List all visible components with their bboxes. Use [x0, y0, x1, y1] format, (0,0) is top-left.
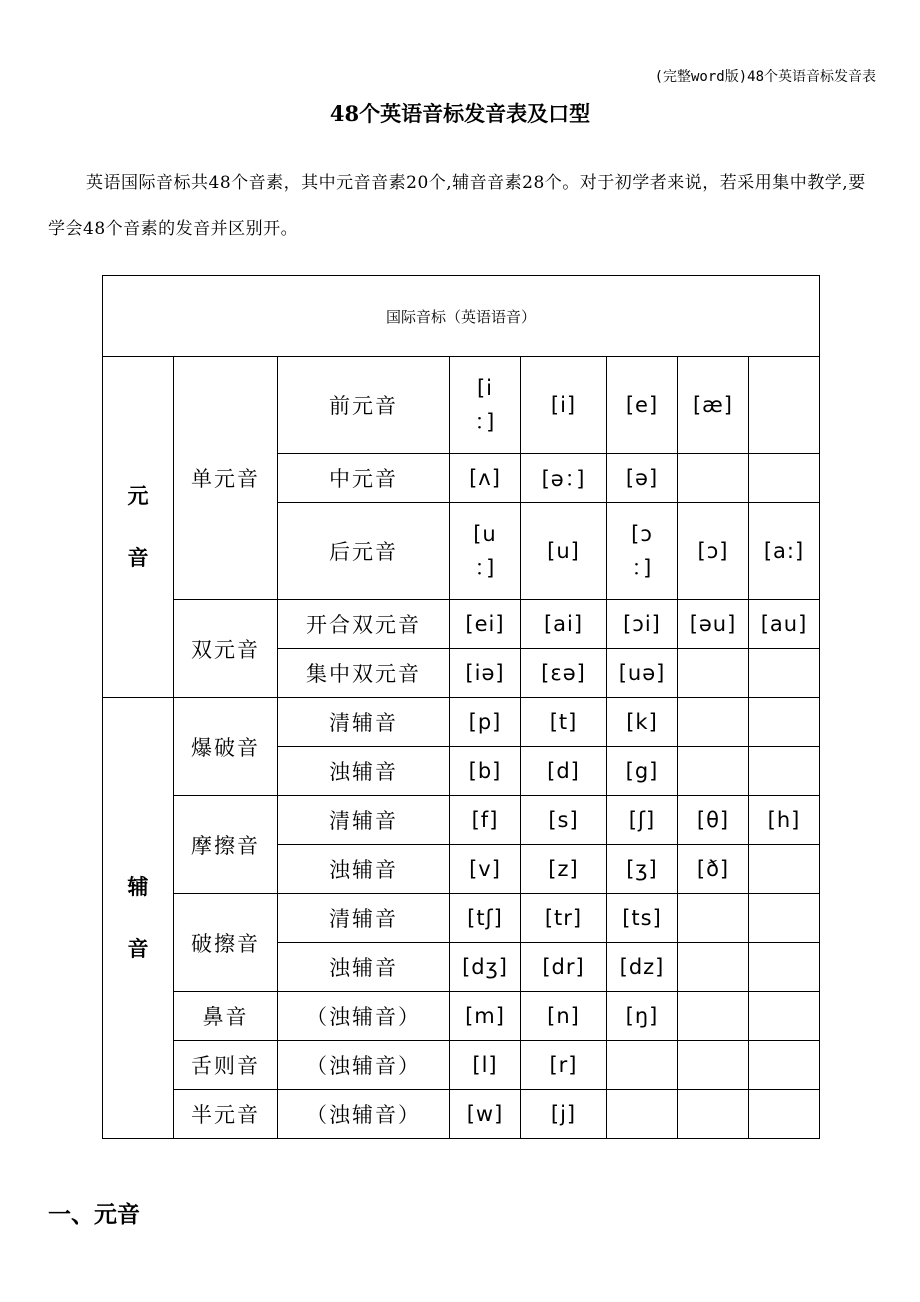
symbol-cell — [678, 1090, 749, 1139]
category-affricate: 破擦音 — [174, 894, 278, 992]
symbol-cell: [h] — [749, 796, 820, 845]
symbol-cell: [ə] — [607, 454, 678, 503]
symbol-cell — [678, 698, 749, 747]
symbol-cell: [ɔ] — [678, 503, 749, 600]
symbol-cell — [749, 894, 820, 943]
symbol-cell — [678, 747, 749, 796]
symbol: [i ：] — [474, 376, 496, 434]
symbol-cell: [iə] — [450, 649, 521, 698]
table-row — [103, 894, 820, 943]
table-row — [103, 357, 820, 454]
symbol-cell — [678, 454, 749, 503]
symbol: [ɔ ：] — [631, 522, 653, 580]
symbol-cell: [dʒ] — [450, 943, 521, 992]
sub-label: 清辅音 — [278, 796, 450, 845]
symbol-cell: [ts] — [607, 894, 678, 943]
symbol-cell: [t] — [521, 698, 607, 747]
category-fricative: 摩擦音 — [174, 796, 278, 894]
symbol-cell: [ʒ] — [607, 845, 678, 894]
table-row — [103, 796, 820, 845]
sub-label: 清辅音 — [278, 894, 450, 943]
sub-label: 后元音 — [278, 503, 450, 600]
group-vowel-label: 元 音 — [127, 483, 149, 570]
symbol-cell — [607, 1090, 678, 1139]
symbol-cell: [uə] — [607, 649, 678, 698]
category-lateral: 舌则音 — [174, 1041, 278, 1090]
category-plosive: 爆破音 — [174, 698, 278, 796]
symbol-cell: [j] — [521, 1090, 607, 1139]
symbol-cell: [m] — [450, 992, 521, 1041]
symbol-cell — [678, 649, 749, 698]
section-heading: 一、元音 — [48, 1201, 140, 1228]
symbol-cell: [ei] — [450, 600, 521, 649]
sub-label: 集中双元音 — [278, 649, 450, 698]
symbol-cell — [749, 1090, 820, 1139]
sub-label: 中元音 — [278, 454, 450, 503]
symbol-cell — [678, 943, 749, 992]
symbol-cell: [d] — [521, 747, 607, 796]
group-vowel — [103, 357, 174, 698]
symbol-cell — [749, 649, 820, 698]
symbol-cell: [ʃ] — [607, 796, 678, 845]
symbol-cell: [dr] — [521, 943, 607, 992]
symbol-cell: [au] — [749, 600, 820, 649]
symbol-cell: [u] — [521, 503, 607, 600]
symbol-cell: [tʃ] — [450, 894, 521, 943]
symbol-cell: [f] — [450, 796, 521, 845]
sub-label: 前元音 — [278, 357, 450, 454]
symbol-cell — [678, 894, 749, 943]
symbol-cell — [607, 503, 678, 600]
symbol-cell: [ɔi] — [607, 600, 678, 649]
symbol-cell: [p] — [450, 698, 521, 747]
symbol-cell — [749, 698, 820, 747]
header-note: (完整word版)48个英语音标发音表 — [654, 69, 876, 85]
table-row — [103, 1090, 820, 1139]
symbol-cell: [r] — [521, 1041, 607, 1090]
sub-label: 浊辅音 — [278, 747, 450, 796]
symbol-cell — [749, 845, 820, 894]
symbol-cell — [749, 357, 820, 454]
sub-label: 开合双元音 — [278, 600, 450, 649]
sub-label: （浊辅音） — [278, 1041, 450, 1090]
symbol-cell: [e] — [607, 357, 678, 454]
group-consonant-label: 辅 音 — [127, 874, 149, 961]
page-title: 48个英语音标发音表及口型 — [329, 101, 591, 126]
symbol-cell — [749, 1041, 820, 1090]
symbol-cell: [ŋ] — [607, 992, 678, 1041]
table-title: 国际音标（英语语音） — [103, 276, 820, 357]
symbol-cell: [z] — [521, 845, 607, 894]
table-row — [103, 698, 820, 747]
symbol-cell — [749, 454, 820, 503]
symbol-cell: [ʌ] — [450, 454, 521, 503]
symbol-cell — [450, 503, 521, 600]
sub-label: 清辅音 — [278, 698, 450, 747]
symbol-cell: [ə：] — [521, 454, 607, 503]
table-row — [103, 992, 820, 1041]
symbol-cell: [ai] — [521, 600, 607, 649]
group-consonant — [103, 698, 174, 1139]
category-diphthong: 双元音 — [174, 600, 278, 698]
symbol-cell: [i] — [521, 357, 607, 454]
symbol-cell: [æ] — [678, 357, 749, 454]
symbol-cell: [n] — [521, 992, 607, 1041]
phonetic-table — [102, 275, 820, 1139]
category-semivowel: 半元音 — [174, 1090, 278, 1139]
symbol-cell: [k] — [607, 698, 678, 747]
symbol-cell: [b] — [450, 747, 521, 796]
symbol-cell: [tr] — [521, 894, 607, 943]
category-nasal: 鼻音 — [174, 992, 278, 1041]
symbol-cell — [450, 357, 521, 454]
symbol-cell — [749, 992, 820, 1041]
symbol-cell: [w] — [450, 1090, 521, 1139]
symbol-cell — [678, 1041, 749, 1090]
symbol-cell: [dz] — [607, 943, 678, 992]
symbol-cell: [εə] — [521, 649, 607, 698]
intro-paragraph: 英语国际音标共48个音素，其中元音音素20个,辅音音素28个。对于初学者来说，若采用集中教学,要学会48个音素的发音并区别开。 — [48, 173, 866, 239]
symbol-cell: [ð] — [678, 845, 749, 894]
sub-label: 浊辅音 — [278, 943, 450, 992]
symbol-cell: [əu] — [678, 600, 749, 649]
symbol-cell: [s] — [521, 796, 607, 845]
sub-label: （浊辅音） — [278, 1090, 450, 1139]
symbol-cell: [g] — [607, 747, 678, 796]
category-monophthong: 单元音 — [174, 357, 278, 600]
symbol: [u ：] — [473, 522, 497, 580]
sub-label: 浊辅音 — [278, 845, 450, 894]
sub-label: （浊辅音） — [278, 992, 450, 1041]
symbol-cell — [749, 943, 820, 992]
symbol-cell — [607, 1041, 678, 1090]
table-row — [103, 600, 820, 649]
symbol-cell: [a:] — [749, 503, 820, 600]
symbol-cell: [v] — [450, 845, 521, 894]
symbol-cell — [749, 747, 820, 796]
table-row — [103, 1041, 820, 1090]
symbol-cell: [l] — [450, 1041, 521, 1090]
symbol-cell: [θ] — [678, 796, 749, 845]
symbol-cell — [678, 992, 749, 1041]
